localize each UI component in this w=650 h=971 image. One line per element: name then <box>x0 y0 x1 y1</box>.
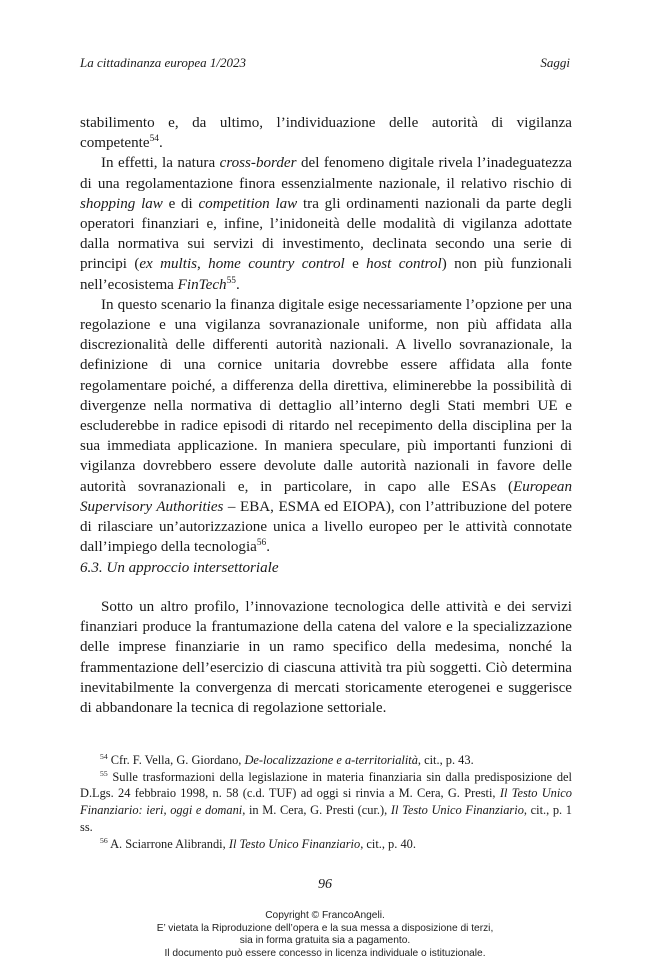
paragraph-3 <box>80 295 572 558</box>
italic-term: Il Testo Unico Finanziario <box>228 836 361 851</box>
text-run: . <box>266 539 271 556</box>
journal-title: La cittadinanza europea 1/2023 <box>80 55 246 70</box>
italic-term: Il Testo Unico Finanziario <box>390 803 524 818</box>
text-run: ) non più funzionali nell’ecosistema <box>80 256 572 293</box>
footnote-ref-55: 55 <box>226 275 236 286</box>
footnote-56 <box>80 836 572 853</box>
italic-term: ex multis <box>139 256 198 273</box>
footnote-54 <box>80 752 572 769</box>
copyright-line: Il documento può essere concesso in licenza individuale o istituzionale. <box>164 947 486 959</box>
italic-term: European Supervisory Authorities <box>80 478 572 515</box>
section-heading: 6.3. Un approccio intersettoriale <box>80 560 279 576</box>
copyright-line: Copyright © FrancoAngeli. <box>265 910 385 921</box>
italic-term: home country control <box>208 256 345 273</box>
section-text <box>80 597 572 718</box>
footnote-number: 56 <box>100 835 108 845</box>
text-run: Cfr. F. Vella, G. Giordano, <box>107 753 245 767</box>
paragraph-1 <box>80 113 572 153</box>
text-run: e <box>344 256 367 273</box>
page-number: 96 <box>318 877 332 892</box>
text-run: In questo scenario la finanza digitale esige necessariamente l’opzione per una regolazione e una vigilanza sovranazionale uniforme, non più affidata alla discrezionalità delle differenti autorità nazionali. A livello sovranazionale, la definizione di una cornice unitaria dovrebbe essere affidata alla fonte regolamentare poiché, a differenza della direttiva, eliminerebbe la possibilità di divergenze nella normativa di dettaglio all’interno degli Stati membri UE e escluderebbe in radice episodi di ritardo nel recepimento della disciplina per la sua immediata applicazione. In maniera speculare, più importanti funzioni di vigilanza dovrebbero essere devolute dalle autorità nazionali in favore delle autorità sovranazionali e, in particolare, in capo alle ESAs ( <box>80 296 572 495</box>
footnotes <box>80 752 572 852</box>
footnote-number: 55 <box>100 768 108 778</box>
text-run: . <box>158 135 163 152</box>
copyright-line: sia in forma gratuita sia a pagamento. <box>239 935 411 947</box>
text-run: , <box>197 256 209 273</box>
italic-term: competition law <box>198 195 298 212</box>
text-run: e di <box>162 195 199 212</box>
text-run: tra gli ordinamenti nazionali da parte degli operatori finanziari e, infine, l’inidoneità delle modalità di vigilanza adottate dalla normativa sui servizi di investimento, declinata secondo una serie di principi ( <box>80 195 572 273</box>
running-header <box>80 55 570 75</box>
text-run: Sulle trasformazioni della legislazione in materia finanziaria sin dalla predisposizione del D.Lgs. 24 febbraio 1998, n. 58 (c.d. TUF) ad oggi si rinvia a M. Cera, G. Presti, <box>80 769 572 801</box>
italic-term: Il Testo Unico Finanziario: ieri, oggi e domani <box>80 786 572 818</box>
footnote-number: 54 <box>100 751 108 761</box>
text-run: . <box>235 276 240 293</box>
text-run: In effetti, la natura <box>101 155 220 172</box>
text-run: del fenomeno digitale rivela l’inadeguatezza di una regolamentazione finora essenzialmente nazionale, il relativo rischio di <box>80 155 572 192</box>
section-label: Saggi <box>540 55 570 70</box>
text-run: , cit., p. 43. <box>417 753 474 767</box>
italic-term: De-localizzazione e a-territorialità <box>244 753 418 767</box>
italic-term: host control <box>366 256 442 273</box>
italic-term: cross-border <box>219 155 297 172</box>
section-paragraph-1: Sotto un altro profilo, l’innovazione tecnologica delle attività e dei servizi finanziari produce la frantumazione della catena del valore e la specializzazione delle imprese finanziarie in un ramo specifico della medesima, nonché la frammentazione dell’esercizio di ciascuna attività tra più soggetti. Ciò determina inevitabilmente la convergenza di mercati storicamente eterogenei e suggerisce di abbandonare la tecnica di regolazione settoriale. <box>80 599 572 717</box>
text-run: , in M. Cera, G. Presti (cur.), <box>242 803 391 818</box>
text-run: , cit., p. 1 ss. <box>80 803 572 834</box>
main-text <box>80 113 572 557</box>
copyright-line: E’ vietata la Riproduzione dell’opera e la sua messa a disposizione di terzi, <box>156 922 494 934</box>
italic-term: FinTech <box>177 276 227 293</box>
text-run: – EBA, ESMA ed EIOPA), con l’attribuzione del potere di rilasciare un’autorizzazione unica a livello europeo per le attività connotate dall’impiego della tecnologia <box>80 498 572 556</box>
text-run: A. Sciarrone Alibrandi, <box>107 836 229 851</box>
paragraph-2 <box>80 153 572 294</box>
italic-term: shopping law <box>80 195 163 212</box>
footnote-ref-54: 54 <box>149 134 159 145</box>
copyright-notice <box>0 910 650 960</box>
footnote-55 <box>80 769 572 836</box>
text-run: stabilimento e, da ultimo, l’individuazione delle autorità di vigilanza competente <box>80 115 572 152</box>
text-run: , cit., p. 40. <box>360 836 416 851</box>
footnote-ref-56: 56 <box>256 538 267 549</box>
